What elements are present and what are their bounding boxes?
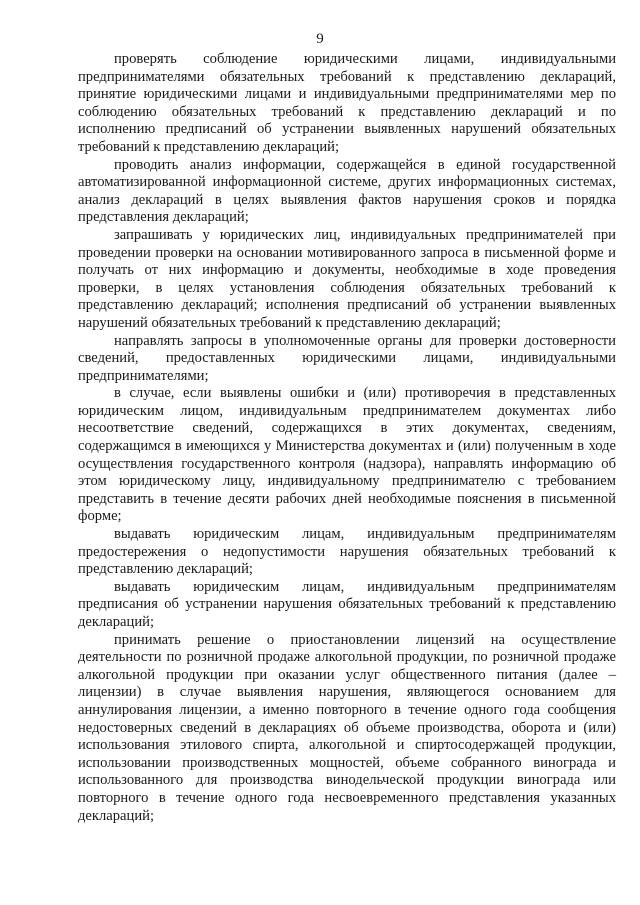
paragraph: принимать решение о приостановлении лицензий на осуществление деятельности по розничной продаже алкогольной продукции, по розничной продаже алкогольной продукции при оказании услуг общественного питания (далее – лицензии) в случае выявления нарушения, являющегося основанием для аннулирования лицензии, а именно повторного в течение одного года сообщения недостоверных сведений в декларациях об объеме производства, оборота и (или) использования этилового спирта, алкогольной и спиртосодержащей продукции, использовании производственных мощностей, объеме собранного винограда и использованного для производства винодельческой продукции винограда или повторного в течение одного года несвоевременного представления указанных деклараций;: [78, 631, 616, 824]
document-body: [78, 51, 616, 825]
paragraph: выдавать юридическим лицам, индивидуальным предпринимателям предостережения о недопустимости нарушения обязательных требований к представлению деклараций;: [78, 526, 616, 578]
paragraph: в случае, если выявлены ошибки и (или) противоречия в представленных юридическим лицом, индивидуальным предпринимателем документах либо несоответствие сведений, содержащихся в этих документах, сведениям, содержащимся в имеющихся у Министерства документах и (или) полученным в ходе осуществления государственного контроля (надзора), направлять информацию об этом юридическому лицу, индивидуальному предпринимателю с требованием представить в течение десяти рабочих дней необходимые пояснения в письменной форме;: [78, 385, 616, 525]
paragraph: проводить анализ информации, содержащейся в единой государственной автоматизированной информационной системе, других информационных системах, анализ деклараций в целях выявления фактов нарушения сроков и порядка представления деклараций;: [78, 156, 616, 226]
paragraph: выдавать юридическим лицам, индивидуальным предпринимателям предписания об устранении нарушения обязательных требований к представлению деклараций;: [78, 578, 616, 630]
paragraph: направлять запросы в уполномоченные органы для проверки достоверности сведений, предоставленных юридическими лицами, индивидуальными предпринимателями;: [78, 332, 616, 384]
paragraph: проверять соблюдение юридическими лицами, индивидуальными предпринимателями обязательных требований к представлению деклараций, принятие юридическими лицами и индивидуальными предпринимателями мер по соблюдению обязательных требований к представлению деклараций и по исполнению предписаний об устранении выявленных нарушений обязательных требований к представлению деклараций;: [78, 51, 616, 155]
page-number: 9: [316, 31, 324, 47]
paragraph: запрашивать у юридических лиц, индивидуальных предпринимателей при проведении проверки на основании мотивированного запроса в письменной форме и получать от них информацию и документы, необходимые в ходе проведения проверки, в целях установления соблюдения обязательных требований к представлению деклараций; исполнения предписаний об устранении выявленных нарушений обязательных требований к представлению деклараций;: [78, 226, 616, 331]
